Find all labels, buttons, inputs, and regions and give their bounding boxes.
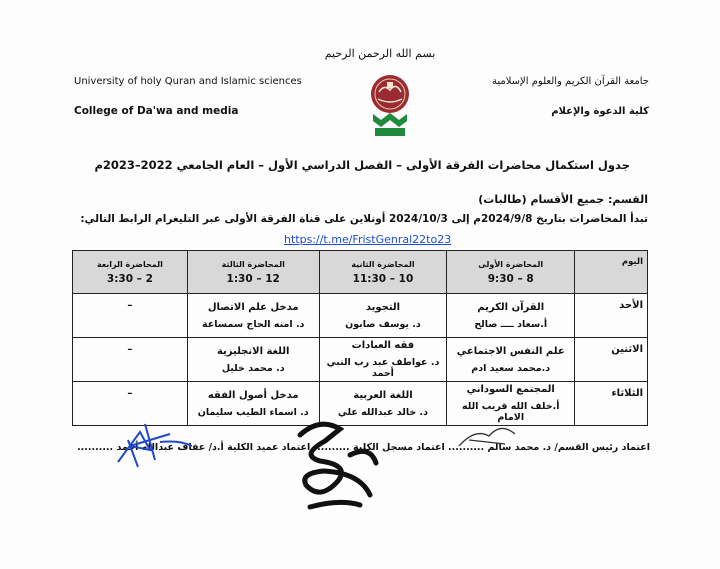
column-label: المحاضرة الرابعة [96, 259, 163, 269]
lecture-cell [447, 338, 575, 382]
subject: القرآن الكريم [477, 301, 545, 313]
column-header [319, 251, 447, 294]
teacher: أ.سعاد ــــ صالح [474, 318, 548, 330]
lecture-cell [187, 294, 319, 338]
column-header [73, 251, 188, 294]
subject: المجتمع السوداني [466, 384, 555, 395]
subject: التجويد [365, 301, 401, 313]
table-header-row [73, 251, 648, 294]
lecture-cell [187, 338, 319, 382]
empty-cell: – [73, 338, 188, 382]
column-header [447, 251, 575, 294]
table-row [73, 294, 648, 338]
column-time: 10 – 11:30 [352, 272, 414, 285]
university-name-en: University of holy Quran and Islamic sciences [74, 76, 302, 87]
day-cell: الثلاثاء [575, 382, 648, 426]
lecture-cell [319, 338, 447, 382]
university-logo-icon [365, 72, 415, 138]
teacher: د. يوسف صابون [345, 318, 421, 330]
column-header [187, 251, 319, 294]
subject: اللغة العربية [353, 389, 413, 401]
signature-head-icon [455, 418, 525, 450]
schedule-table [72, 250, 648, 426]
teacher: د. محمد خليل [221, 362, 285, 374]
subject: اللغة الانجليزية [216, 345, 290, 357]
teacher: د. اسماء الطيب سليمان [197, 406, 309, 418]
teacher: د.محمد سعيد ادم [471, 362, 551, 374]
lecture-cell [319, 294, 447, 338]
basmala: بسم الله الرحمن الرحيم [324, 47, 436, 60]
column-label: المحاضرة الثانية [351, 259, 415, 269]
college-name-ar: كلية الدعوة والإعلام [551, 106, 649, 117]
subject: مدخل أصول الفقه [207, 389, 299, 401]
column-label: المحاضرة الثالثة [221, 259, 285, 269]
department-line: القسم: جميع الأقسام (طالبات) [478, 193, 648, 206]
college-name-en: College of Da'wa and media [74, 105, 239, 117]
empty-cell: – [73, 294, 188, 338]
approval-signatures-line: اعتماد رئيس القسم/ د. محمد سالم .......... اعتماد مسجل الكلية .......... اعتماد عميد الكلية أ.د/ عفاف عبدالله أحمد .......... [77, 442, 650, 453]
day-cell: الاثنين [575, 338, 648, 382]
teacher: د. امنه الحاج سمساعة [201, 318, 305, 330]
subject: فقه العبادات [351, 340, 415, 351]
empty-cell: – [73, 382, 188, 426]
university-name-ar: جامعة القرآن الكريم والعلوم الإسلامية [491, 76, 649, 87]
start-date-note: تبدأ المحاضرات بتاريخ 2024/9/8م إلى 2024/10/3 أونلاين على قناة الفرقة الأولى عبر التليغرام الرابط التالي: [80, 213, 648, 225]
day-cell: الأحد [575, 294, 648, 338]
signature-dean-icon [110, 412, 200, 472]
column-label: المحاضرة الأولى [478, 259, 544, 269]
lecture-cell [447, 294, 575, 338]
column-time: 2 – 3:30 [106, 272, 153, 285]
column-time: 12 – 1:30 [226, 272, 280, 285]
subject: مدخل علم الاتصال [207, 301, 299, 313]
column-time: 8 – 9:30 [487, 272, 534, 285]
subject: علم النفس الاجتماعي [456, 345, 565, 357]
table-row [73, 338, 648, 382]
teacher: د. عواطف عبد رب النبي أحمد [326, 357, 440, 379]
telegram-link[interactable]: https://t.me/FristGenral22to23 [284, 233, 452, 246]
signature-registrar-icon [280, 415, 390, 515]
teacher: د. خالد عبدالله علي [337, 406, 429, 418]
document-title: جدول استكمال محاضرات الفرقة الأولى – الفصل الدراسي الأول – العام الجامعي 2022–2023م [94, 158, 630, 172]
day-header: اليوم [575, 251, 648, 294]
teacher: أ.خلف الله قريب الله الامام [461, 401, 560, 423]
